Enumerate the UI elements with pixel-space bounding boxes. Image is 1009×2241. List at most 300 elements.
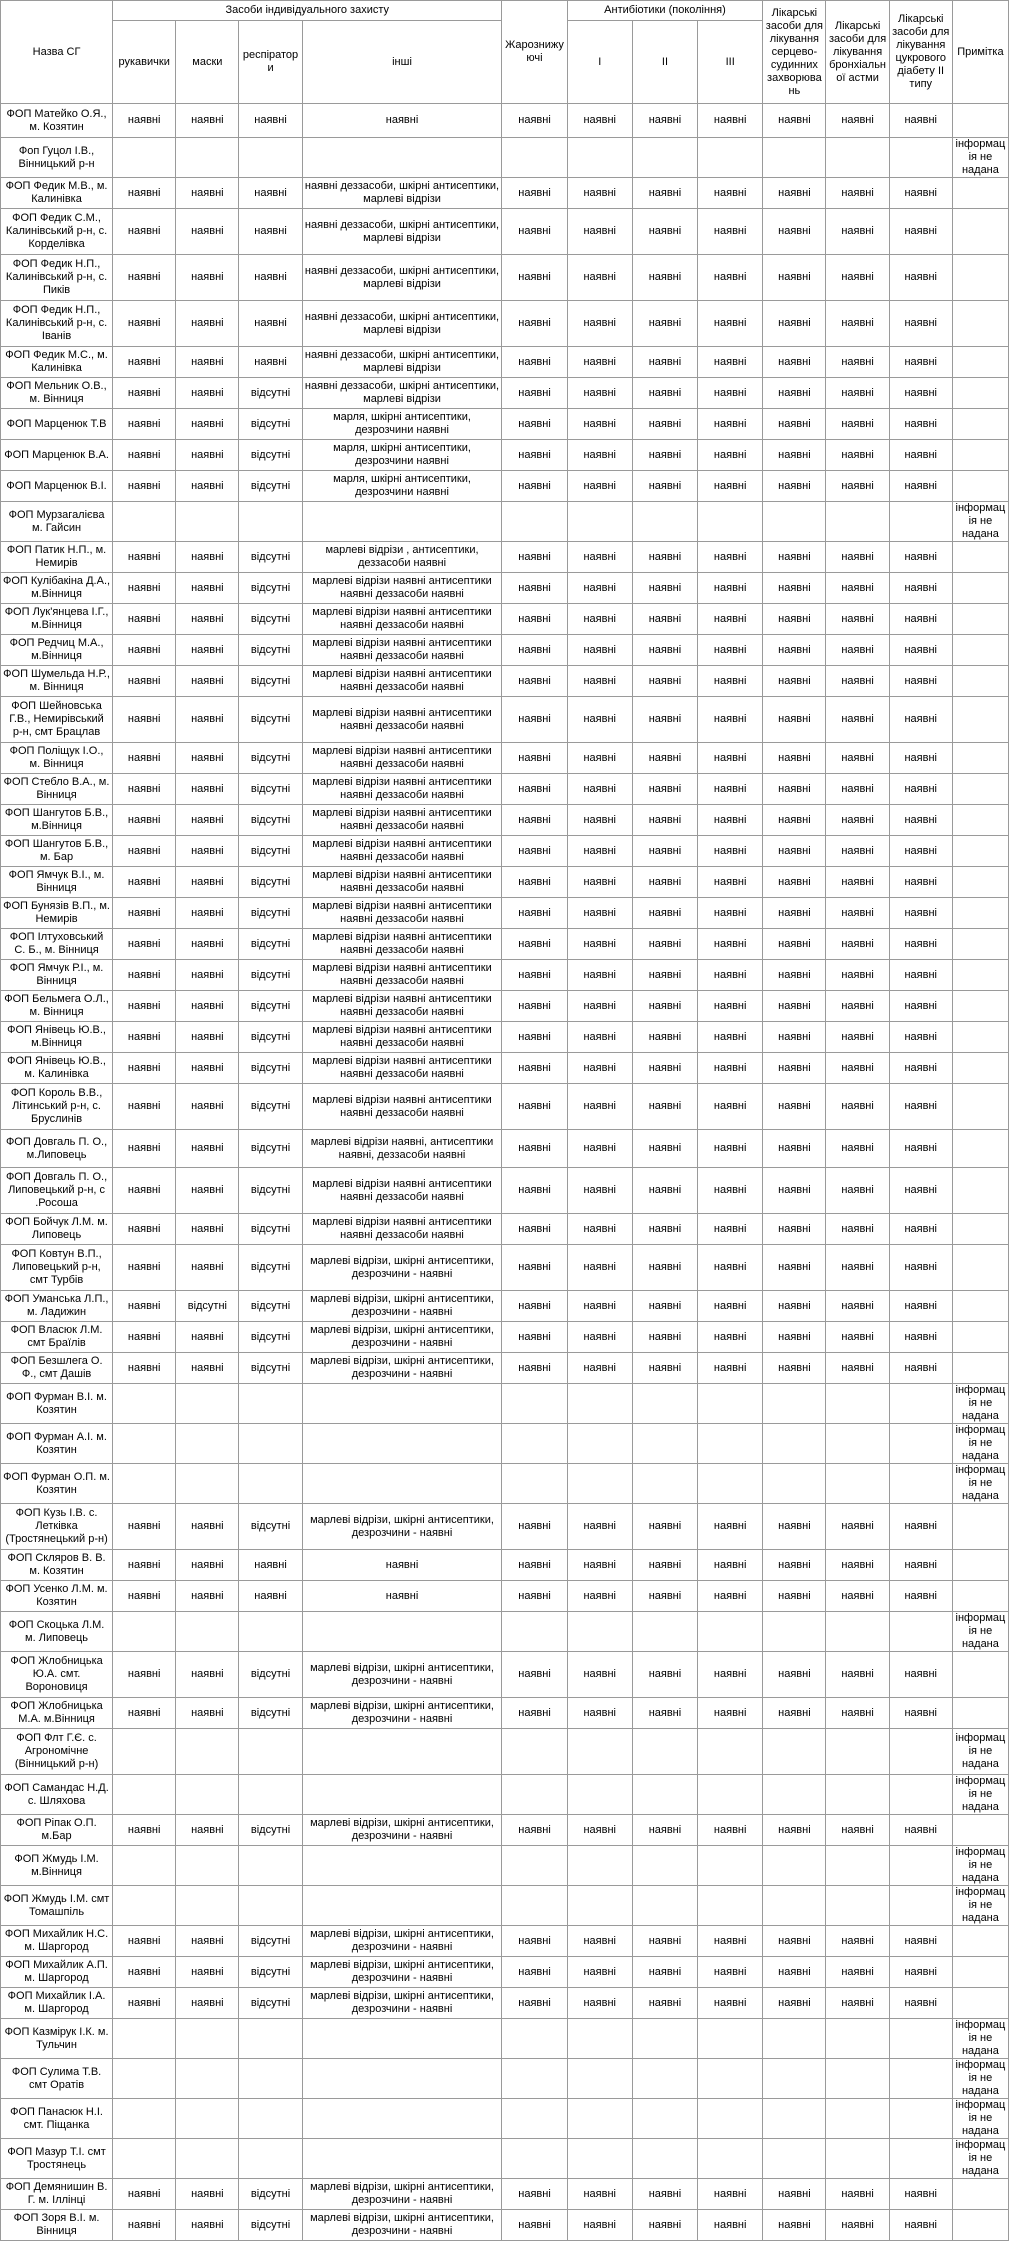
cardio-cell: наявні (763, 1652, 826, 1698)
table-row (1, 440, 1009, 471)
table-row (1, 255, 1009, 301)
other-cell (302, 1886, 502, 1926)
other-cell: марлеві відрізи наявні антисептики наявні деззасоби наявні (302, 1022, 502, 1053)
antibiotic-gen-2-cell: наявні (632, 378, 697, 409)
antibiotic-gen-2-cell: наявні (632, 1815, 697, 1846)
other-cell (302, 502, 502, 542)
antibiotic-gen-2-cell (632, 1775, 697, 1815)
antibiotic-gen-1-cell: наявні (567, 255, 632, 301)
masks-cell (176, 1464, 239, 1504)
antipyretic-cell: наявні (502, 774, 567, 805)
entity-name-cell: ФОП Шейновська Г.В., Немирівський р-н, смт Брацлав (1, 697, 113, 743)
diabetes-cell (889, 1775, 952, 1815)
diabetes-cell: наявні (889, 2179, 952, 2210)
antibiotic-gen-1-cell (567, 1612, 632, 1652)
antibiotic-gen-1-cell (567, 1384, 632, 1424)
antipyretic-cell: наявні (502, 666, 567, 697)
antipyretic-cell: наявні (502, 635, 567, 666)
respirators-cell: відсутні (239, 1168, 302, 1214)
note-cell (952, 1550, 1008, 1581)
note-cell (952, 2210, 1008, 2241)
antibiotic-gen-2-cell: наявні (632, 1214, 697, 1245)
antibiotic-gen-3-cell (698, 2139, 763, 2179)
gloves-cell: наявні (113, 1214, 176, 1245)
table-row (1, 1353, 1009, 1384)
respirators-cell (239, 1384, 302, 1424)
diabetes-cell: наявні (889, 604, 952, 635)
cardio-cell: наявні (763, 1926, 826, 1957)
asthma-cell: наявні (826, 697, 889, 743)
table-row (1, 1464, 1009, 1504)
note-cell (952, 604, 1008, 635)
cardio-cell (763, 2139, 826, 2179)
diabetes-cell: наявні (889, 542, 952, 573)
gloves-cell: наявні (113, 604, 176, 635)
antibiotic-gen-2-cell: наявні (632, 805, 697, 836)
note-cell: інформація не надана (952, 2059, 1008, 2099)
entity-name-cell: ФОП Лук'янцева І.Г., м.Вінниця (1, 604, 113, 635)
respirators-cell: наявні (239, 301, 302, 347)
table-row (1, 867, 1009, 898)
asthma-cell: наявні (826, 666, 889, 697)
antipyretic-cell: наявні (502, 1022, 567, 1053)
other-cell: марлеві відрізи наявні антисептики наявні деззасоби наявні (302, 604, 502, 635)
antibiotic-gen-1-cell: наявні (567, 635, 632, 666)
antipyretic-cell: наявні (502, 104, 567, 138)
other-cell: марлеві відрізи, шкірні антисептики, дезрозчини - наявні (302, 2210, 502, 2241)
antipyretic-cell (502, 2099, 567, 2139)
other-cell: марлеві відрізи наявні антисептики наявні деззасоби наявні (302, 991, 502, 1022)
note-cell (952, 666, 1008, 697)
masks-cell: наявні (176, 1988, 239, 2019)
respirators-cell (239, 1846, 302, 1886)
antibiotic-gen-3-cell (698, 1886, 763, 1926)
note-cell: інформація не надана (952, 1886, 1008, 1926)
respirators-cell (239, 2059, 302, 2099)
asthma-cell: наявні (826, 1245, 889, 1291)
antibiotic-gen-3-cell: наявні (698, 666, 763, 697)
antibiotic-gen-1-cell: наявні (567, 1815, 632, 1846)
other-cell: марлеві відрізи, шкірні антисептики, дезрозчини - наявні (302, 1652, 502, 1698)
diabetes-cell: наявні (889, 1053, 952, 1084)
other-cell (302, 2139, 502, 2179)
diabetes-cell: наявні (889, 743, 952, 774)
gloves-cell: наявні (113, 2179, 176, 2210)
respirators-cell: відсутні (239, 960, 302, 991)
antibiotic-gen-1-cell: наявні (567, 1214, 632, 1245)
antibiotic-gen-3-cell: наявні (698, 1957, 763, 1988)
respirators-cell: відсутні (239, 1698, 302, 1729)
diabetes-cell: наявні (889, 178, 952, 209)
entity-name-cell: ФОП Фурман В.І. м. Козятин (1, 1384, 113, 1424)
gloves-cell: наявні (113, 1926, 176, 1957)
entity-name-cell: ФОП Патик Н.П., м. Немирів (1, 542, 113, 573)
respirators-cell: відсутні (239, 929, 302, 960)
antibiotic-gen-2-cell: наявні (632, 1245, 697, 1291)
diabetes-cell (889, 1424, 952, 1464)
diabetes-cell (889, 1384, 952, 1424)
antibiotic-gen-2-cell (632, 1729, 697, 1775)
asthma-cell: наявні (826, 1130, 889, 1168)
masks-cell: наявні (176, 209, 239, 255)
respirators-cell: відсутні (239, 1988, 302, 2019)
entity-name-cell: ФОП Ілтуховський С. Б., м. Вінниця (1, 929, 113, 960)
diabetes-cell: наявні (889, 898, 952, 929)
gloves-cell (113, 1729, 176, 1775)
asthma-cell (826, 2019, 889, 2059)
respirators-cell: відсутні (239, 378, 302, 409)
other-cell (302, 1464, 502, 1504)
other-cell: марлеві відрізи наявні антисептики наявні деззасоби наявні (302, 1168, 502, 1214)
gloves-cell (113, 138, 176, 178)
diabetes-cell: наявні (889, 1550, 952, 1581)
antibiotic-gen-3-cell: наявні (698, 1652, 763, 1698)
entity-name-cell: ФОП Ямчук В.І., м. Вінниця (1, 867, 113, 898)
header-masks: маски (176, 21, 239, 104)
antibiotic-gen-1-cell: наявні (567, 1022, 632, 1053)
entity-name-cell: ФОП Федик М.В., м. Калинівка (1, 178, 113, 209)
respirators-cell: відсутні (239, 635, 302, 666)
other-cell: наявні деззасоби, шкірні антисептики, марлеві відрізи (302, 209, 502, 255)
antibiotic-gen-3-cell: наявні (698, 301, 763, 347)
antipyretic-cell (502, 1464, 567, 1504)
header-antibiotic-gen-3: ІІІ (698, 21, 763, 104)
masks-cell: наявні (176, 898, 239, 929)
cardio-cell: наявні (763, 1815, 826, 1846)
other-cell: марлеві відрізи, шкірні антисептики, дезрозчини - наявні (302, 1698, 502, 1729)
cardio-cell: наявні (763, 1504, 826, 1550)
gloves-cell: наявні (113, 697, 176, 743)
antibiotic-gen-3-cell: наявні (698, 1130, 763, 1168)
masks-cell: наявні (176, 1084, 239, 1130)
cardio-cell: наявні (763, 255, 826, 301)
other-cell: марлеві відрізи, шкірні антисептики, дезрозчини - наявні (302, 1504, 502, 1550)
asthma-cell: наявні (826, 805, 889, 836)
note-cell (952, 1168, 1008, 1214)
gloves-cell: наявні (113, 347, 176, 378)
asthma-cell (826, 2099, 889, 2139)
antibiotic-gen-1-cell: наявні (567, 378, 632, 409)
respirators-cell: відсутні (239, 440, 302, 471)
asthma-cell: наявні (826, 1022, 889, 1053)
diabetes-cell: наявні (889, 1652, 952, 1698)
antibiotic-gen-2-cell (632, 1886, 697, 1926)
masks-cell: наявні (176, 1022, 239, 1053)
table-row (1, 1504, 1009, 1550)
asthma-cell (826, 1846, 889, 1886)
masks-cell: наявні (176, 1815, 239, 1846)
antibiotic-gen-3-cell: наявні (698, 1168, 763, 1214)
masks-cell: наявні (176, 440, 239, 471)
entity-name-cell: ФОП Стебло В.А., м. Вінниця (1, 774, 113, 805)
antibiotic-gen-1-cell (567, 2059, 632, 2099)
masks-cell: наявні (176, 301, 239, 347)
respirators-cell: відсутні (239, 1322, 302, 1353)
antibiotic-gen-1-cell: наявні (567, 1926, 632, 1957)
antibiotic-gen-2-cell: наявні (632, 1168, 697, 1214)
antibiotic-gen-3-cell: наявні (698, 471, 763, 502)
antipyretic-cell (502, 2139, 567, 2179)
antipyretic-cell: наявні (502, 836, 567, 867)
antibiotic-gen-3-cell: наявні (698, 1214, 763, 1245)
table-body (1, 104, 1009, 2241)
table-row (1, 1245, 1009, 1291)
note-cell (952, 635, 1008, 666)
note-cell: інформація не надана (952, 1846, 1008, 1886)
masks-cell: наявні (176, 635, 239, 666)
masks-cell: наявні (176, 1353, 239, 1384)
cardio-cell: наявні (763, 178, 826, 209)
antibiotic-gen-3-cell: наявні (698, 1988, 763, 2019)
gloves-cell: наявні (113, 104, 176, 138)
diabetes-cell: наявні (889, 1815, 952, 1846)
antipyretic-cell: наявні (502, 301, 567, 347)
antibiotic-gen-1-cell: наявні (567, 774, 632, 805)
antibiotic-gen-3-cell (698, 1612, 763, 1652)
antipyretic-cell: наявні (502, 867, 567, 898)
diabetes-cell: наявні (889, 1698, 952, 1729)
entity-name-cell: ФОП Янівець Ю.В., м.Вінниця (1, 1022, 113, 1053)
note-cell: інформація не надана (952, 2139, 1008, 2179)
diabetes-cell (889, 1464, 952, 1504)
diabetes-cell: наявні (889, 347, 952, 378)
antibiotic-gen-1-cell: наявні (567, 1353, 632, 1384)
other-cell: марлеві відрізи наявні антисептики наявні деззасоби наявні (302, 635, 502, 666)
antibiotic-gen-3-cell: наявні (698, 1053, 763, 1084)
respirators-cell (239, 1886, 302, 1926)
antibiotic-gen-1-cell (567, 1775, 632, 1815)
diabetes-cell: наявні (889, 1214, 952, 1245)
note-cell (952, 1957, 1008, 1988)
antibiotic-gen-3-cell: наявні (698, 1698, 763, 1729)
entity-name-cell: ФОП Федик Н.П., Калинівський р-н, с. Іванів (1, 301, 113, 347)
asthma-cell: наявні (826, 1291, 889, 1322)
note-cell (952, 1353, 1008, 1384)
gloves-cell: наявні (113, 301, 176, 347)
antipyretic-cell: наявні (502, 209, 567, 255)
asthma-cell (826, 1384, 889, 1424)
note-cell (952, 471, 1008, 502)
entity-name-cell: ФОП Марценюк Т.В (1, 409, 113, 440)
other-cell: марлеві відрізи наявні антисептики наявні деззасоби наявні (302, 666, 502, 697)
gloves-cell: наявні (113, 960, 176, 991)
gloves-cell: наявні (113, 209, 176, 255)
masks-cell (176, 1886, 239, 1926)
antibiotic-gen-2-cell: наявні (632, 697, 697, 743)
antibiotic-gen-3-cell: наявні (698, 573, 763, 604)
respirators-cell: відсутні (239, 1245, 302, 1291)
asthma-cell: наявні (826, 929, 889, 960)
antibiotic-gen-2-cell: наявні (632, 1550, 697, 1581)
entity-name-cell: ФОП Михайлик Н.С. м. Шаргород (1, 1926, 113, 1957)
diabetes-cell: наявні (889, 867, 952, 898)
antibiotic-gen-3-cell: наявні (698, 836, 763, 867)
note-cell: інформація не надана (952, 2099, 1008, 2139)
antibiotic-gen-2-cell: наявні (632, 929, 697, 960)
cardio-cell: наявні (763, 774, 826, 805)
table-row (1, 1550, 1009, 1581)
antibiotic-gen-1-cell: наявні (567, 301, 632, 347)
entity-name-cell: ФОП Сулима Т.В. смт Оратів (1, 2059, 113, 2099)
cardio-cell: наявні (763, 1322, 826, 1353)
header-other: інші (302, 21, 502, 104)
antibiotic-gen-1-cell (567, 138, 632, 178)
asthma-cell (826, 2059, 889, 2099)
table-row (1, 1168, 1009, 1214)
antibiotic-gen-2-cell: наявні (632, 1053, 697, 1084)
gloves-cell: наявні (113, 378, 176, 409)
antibiotic-gen-2-cell (632, 2059, 697, 2099)
antibiotic-gen-2-cell: наявні (632, 2179, 697, 2210)
antibiotic-gen-2-cell: наявні (632, 1652, 697, 1698)
masks-cell: наявні (176, 991, 239, 1022)
antibiotic-gen-3-cell (698, 2019, 763, 2059)
respirators-cell (239, 502, 302, 542)
antibiotic-gen-1-cell: наявні (567, 2179, 632, 2210)
asthma-cell: наявні (826, 1214, 889, 1245)
cardio-cell (763, 502, 826, 542)
asthma-cell (826, 1424, 889, 1464)
diabetes-cell: наявні (889, 104, 952, 138)
respirators-cell: відсутні (239, 1053, 302, 1084)
cardio-cell: наявні (763, 1053, 826, 1084)
masks-cell: наявні (176, 378, 239, 409)
table-row (1, 1084, 1009, 1130)
antipyretic-cell: наявні (502, 743, 567, 774)
antibiotic-gen-3-cell: наявні (698, 697, 763, 743)
antibiotic-gen-1-cell: наявні (567, 1168, 632, 1214)
other-cell: марлеві відрізи наявні антисептики наявні деззасоби наявні (302, 1084, 502, 1130)
diabetes-cell: наявні (889, 1353, 952, 1384)
header-respirators: респіратор и (239, 21, 302, 104)
note-cell (952, 1698, 1008, 1729)
antibiotic-gen-3-cell: наявні (698, 1504, 763, 1550)
respirators-cell: наявні (239, 209, 302, 255)
gloves-cell: наявні (113, 1022, 176, 1053)
asthma-cell: наявні (826, 991, 889, 1022)
antibiotic-gen-3-cell: наявні (698, 1926, 763, 1957)
cardio-cell: наявні (763, 1130, 826, 1168)
antibiotic-gen-3-cell (698, 138, 763, 178)
entity-name-cell: ФОП Жмудь І.М. смт Томашпіль (1, 1886, 113, 1926)
diabetes-cell: наявні (889, 1926, 952, 1957)
header-antibiotic-gen-1: І (567, 21, 632, 104)
diabetes-cell: наявні (889, 255, 952, 301)
asthma-cell: наявні (826, 604, 889, 635)
respirators-cell: наявні (239, 1550, 302, 1581)
antipyretic-cell: наявні (502, 2210, 567, 2241)
asthma-cell: наявні (826, 209, 889, 255)
asthma-cell (826, 2139, 889, 2179)
antibiotic-gen-2-cell: наявні (632, 1322, 697, 1353)
header-note: Примітка (952, 1, 1008, 104)
gloves-cell: наявні (113, 1550, 176, 1581)
entity-name-cell: ФОП Михайлик А.П. м. Шаргород (1, 1957, 113, 1988)
respirators-cell: відсутні (239, 697, 302, 743)
respirators-cell: наявні (239, 104, 302, 138)
other-cell (302, 2019, 502, 2059)
note-cell (952, 774, 1008, 805)
gloves-cell: наявні (113, 805, 176, 836)
antibiotic-gen-2-cell: наявні (632, 301, 697, 347)
table-row (1, 542, 1009, 573)
antipyretic-cell (502, 2019, 567, 2059)
entity-name-cell: ФОП Матейко О.Я., м. Козятин (1, 104, 113, 138)
table-row (1, 1130, 1009, 1168)
antipyretic-cell: наявні (502, 378, 567, 409)
cardio-cell: наявні (763, 409, 826, 440)
other-cell: марлеві відрізи, шкірні антисептики, дезрозчини - наявні (302, 1353, 502, 1384)
respirators-cell: відсутні (239, 805, 302, 836)
entity-name-cell: ФОП Ріпак О.П. м.Бар (1, 1815, 113, 1846)
antibiotic-gen-2-cell (632, 2099, 697, 2139)
respirators-cell: відсутні (239, 1957, 302, 1988)
gloves-cell: наявні (113, 929, 176, 960)
antibiotic-gen-1-cell (567, 1729, 632, 1775)
note-cell (952, 1504, 1008, 1550)
respirators-cell (239, 1729, 302, 1775)
antibiotic-gen-1-cell: наявні (567, 666, 632, 697)
masks-cell (176, 2019, 239, 2059)
antibiotic-gen-1-cell: наявні (567, 1084, 632, 1130)
antibiotic-gen-3-cell (698, 1729, 763, 1775)
masks-cell: наявні (176, 1504, 239, 1550)
antibiotic-gen-1-cell: наявні (567, 867, 632, 898)
antipyretic-cell: наявні (502, 991, 567, 1022)
masks-cell: наявні (176, 178, 239, 209)
antibiotic-gen-2-cell: наявні (632, 1926, 697, 1957)
entity-name-cell: ФОП Панасюк Н.І. смт. Піщанка (1, 2099, 113, 2139)
table-row (1, 409, 1009, 440)
asthma-cell: наявні (826, 2210, 889, 2241)
respirators-cell: відсутні (239, 1504, 302, 1550)
respirators-cell: відсутні (239, 573, 302, 604)
cardio-cell: наявні (763, 805, 826, 836)
respirators-cell: відсутні (239, 1214, 302, 1245)
respirators-cell: відсутні (239, 666, 302, 697)
antibiotic-gen-2-cell: наявні (632, 440, 697, 471)
respirators-cell (239, 1612, 302, 1652)
gloves-cell (113, 2059, 176, 2099)
masks-cell: наявні (176, 867, 239, 898)
table-row (1, 2059, 1009, 2099)
antibiotic-gen-1-cell: наявні (567, 898, 632, 929)
gloves-cell: наявні (113, 867, 176, 898)
antipyretic-cell: наявні (502, 573, 567, 604)
masks-cell: наявні (176, 1926, 239, 1957)
diabetes-cell: наявні (889, 1245, 952, 1291)
antipyretic-cell: наявні (502, 1168, 567, 1214)
entity-name-cell: ФОП Михайлик І.А. м. Шаргород (1, 1988, 113, 2019)
masks-cell: наявні (176, 1698, 239, 1729)
other-cell (302, 1775, 502, 1815)
asthma-cell: наявні (826, 301, 889, 347)
table-row (1, 1022, 1009, 1053)
antipyretic-cell: наявні (502, 1957, 567, 1988)
antibiotic-gen-2-cell: наявні (632, 666, 697, 697)
antibiotic-gen-1-cell (567, 1886, 632, 1926)
entity-name-cell: ФОП Ямчук Р.І., м. Вінниця (1, 960, 113, 991)
antipyretic-cell: наявні (502, 1353, 567, 1384)
masks-cell: наявні (176, 1168, 239, 1214)
diabetes-cell: наявні (889, 1322, 952, 1353)
table-row (1, 2139, 1009, 2179)
cardio-cell: наявні (763, 347, 826, 378)
entity-name-cell: ФОП Бельмега О.Л., м. Вінниця (1, 991, 113, 1022)
note-cell (952, 1988, 1008, 2019)
cardio-cell: наявні (763, 2179, 826, 2210)
table-row (1, 573, 1009, 604)
